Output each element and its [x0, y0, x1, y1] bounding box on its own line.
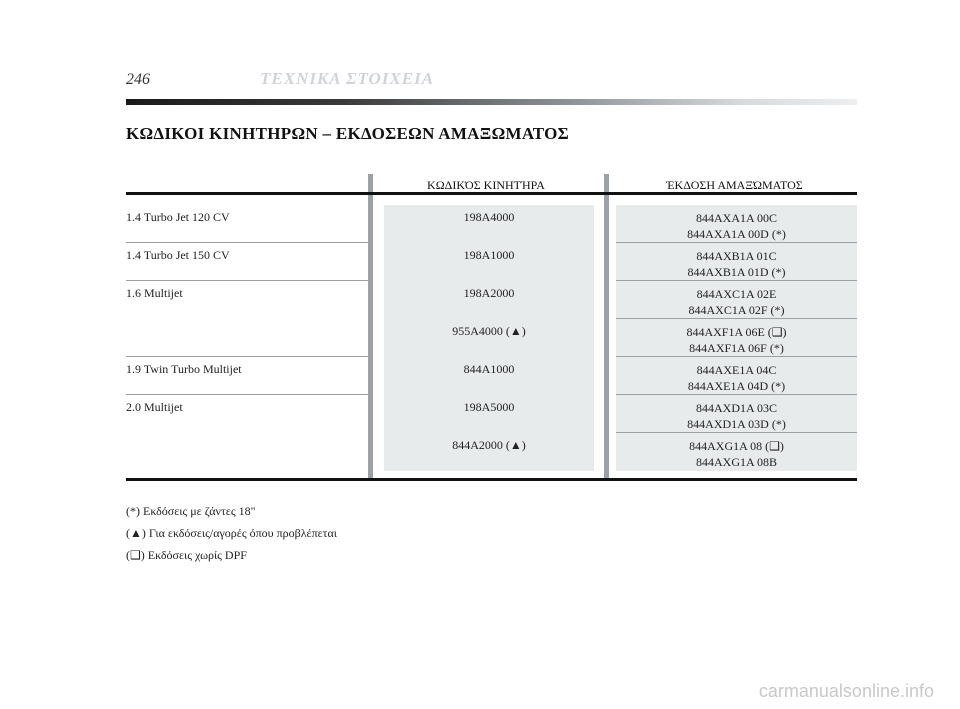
- body-version: [616, 400, 857, 432]
- engine-name: 1.6 Multijet: [126, 286, 183, 300]
- engine-name: 1.9 Twin Turbo Multijet: [126, 362, 242, 376]
- footnote: (*) Εκδόσεις με ζάντες 18": [126, 504, 256, 518]
- body-version: [616, 324, 857, 356]
- body-version: [616, 248, 857, 280]
- table-row: [126, 357, 857, 395]
- body-version-line: 844AXB1A 01C: [696, 249, 777, 263]
- engine-name: 1.4 Turbo Jet 120 CV: [126, 210, 230, 224]
- body-version-line: 844AXD1A 03C: [695, 401, 777, 415]
- body-version-line: 844AXC1A 02F (*): [688, 303, 785, 317]
- table-row: [126, 205, 857, 243]
- body-version-line: 844AXG1A 08B: [695, 455, 777, 469]
- engine-code: 955A4000 (▲): [452, 324, 526, 338]
- body-version-line: 844AXE1A 04D (*): [687, 379, 786, 393]
- body-version: [616, 438, 857, 470]
- engine-codes-table: [126, 172, 857, 482]
- body-version-line: 844AXC1A 02E: [696, 287, 777, 301]
- engine-name: 1.4 Turbo Jet 150 CV: [126, 248, 230, 262]
- body-version-line: 844AXB1A 01D (*): [687, 265, 786, 279]
- column-header-engine-code: ΚΩΔΙΚΌΣ ΚΙΝΗΤΉΡΑ: [427, 178, 545, 192]
- body-version-line: 844AXG1A 08 (❑): [689, 439, 784, 453]
- table-row: [126, 395, 857, 433]
- body-version-line: 844AXF1A 06E (❑): [686, 325, 787, 339]
- header-rule: [126, 99, 857, 105]
- watermark: carmanualsonline.info: [758, 681, 934, 701]
- body-version-line: 844AXD1A 03D (*): [687, 417, 786, 431]
- table-row: [126, 243, 857, 281]
- engine-code: 198A2000: [463, 286, 515, 300]
- body-version-line: 844AXE1A 04C: [696, 363, 777, 377]
- section-title: ΤΕΧΝΙΚΑ ΣΤΟΙΧΕΙΑ: [260, 69, 435, 88]
- engine-code: 844A1000: [463, 362, 515, 376]
- engine-code: 844A2000 (▲): [452, 438, 526, 452]
- body-version-line: 844AXA1A 00D (*): [687, 227, 786, 241]
- body-version-line: 844AXF1A 06F (*): [689, 341, 784, 355]
- header-divider: [126, 192, 857, 195]
- footnote: (▲) Για εκδόσεις/αγορές όπου προβλέπεται: [126, 526, 338, 540]
- footnote: (❑) Εκδόσεις χωρίς DPF: [126, 548, 247, 562]
- body-version-line: 844AXA1A 00C: [695, 211, 777, 225]
- engine-code: 198A1000: [463, 248, 515, 262]
- footnotes: [126, 500, 337, 566]
- column-header-body-version: ΈΚΔΟΣΗ ΑΜΑΞΏΜΑΤΟΣ: [666, 178, 803, 192]
- engine-code: 198A5000: [463, 400, 515, 414]
- page-number: 246: [126, 71, 150, 88]
- table-row: [126, 433, 857, 471]
- table-row: [126, 319, 857, 357]
- page-title: ΚΩΔΙΚΟΙ ΚΙΝΗΤΗΡΩΝ – ΕΚΔΟΣΕΩΝ ΑΜΑΞΩΜΑΤΟΣ: [126, 124, 570, 143]
- table-row: [126, 281, 857, 319]
- engine-code: 198A4000: [463, 210, 515, 224]
- body-version: [616, 210, 857, 242]
- body-version: [616, 362, 857, 394]
- engine-name: 2.0 Multijet: [126, 400, 183, 414]
- body-version: [616, 286, 857, 318]
- table-bottom-rule: [126, 478, 857, 481]
